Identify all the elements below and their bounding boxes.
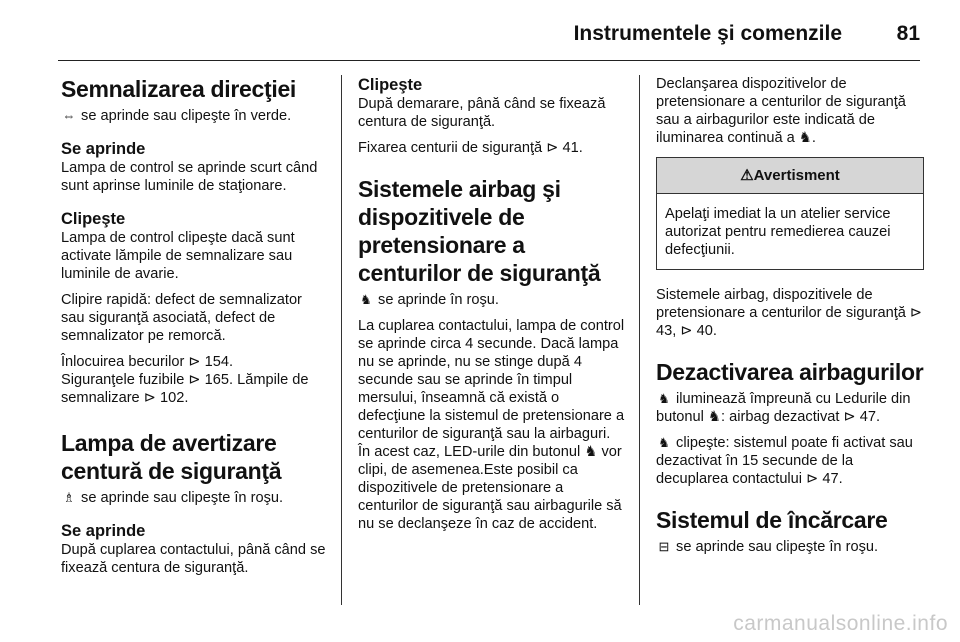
heading-airbag: Sistemele airbag şi dispozitivele de pretensionare a centurilor de siguranţă — [358, 176, 601, 286]
systems-link[interactable]: Sistemele airbag, dispozitivele de pretensionare a centurilor de siguranţă ⊳ 43, ⊳ 40. — [656, 287, 923, 339]
watermark: carmanualsonline.info — [733, 612, 948, 635]
seatbelt-desc: se aprinde sau clipeşte în roşu. — [77, 490, 284, 506]
heading-turn-signal: Semnalizarea direcţiei — [61, 76, 297, 102]
warning-title: ⚠Avertisment — [657, 158, 923, 194]
header-title: Instrumentele şi comenzile — [573, 22, 842, 45]
column-2 — [358, 75, 626, 541]
column-3 — [656, 75, 924, 564]
heading-seatbelt: Lampa de avertizare centură de siguranţă — [61, 430, 282, 484]
bulbs-link[interactable]: Înlocuirea becurilor ⊳ 154. — [61, 354, 234, 370]
warning-box — [656, 157, 924, 270]
airbag-lamp-text — [358, 291, 626, 309]
warning-text: Apelaţi imediat la un atelier service autorizat pentru remedierea cauzei defecţiunii. — [665, 206, 891, 258]
deact2-text — [656, 434, 924, 488]
subheading-blink: Clipeşte — [61, 210, 126, 228]
charging-text — [656, 538, 924, 556]
column-1 — [61, 75, 329, 585]
subheading-on-2: Se aprinde — [61, 522, 146, 540]
fuses-link[interactable]: Siguranţele fuzibile ⊳ 165. Lămpile de semnalizare ⊳ 102. — [61, 372, 309, 406]
airbag-off-icon-2: ♞ — [658, 435, 670, 450]
turn-signal-icon: ⇔ — [62, 108, 76, 123]
subheading-on: Se aprinde — [61, 140, 146, 158]
on-text: Lampa de control se aprinde scurt când sunt aprinse luminile de staţionare. — [61, 160, 318, 194]
airbag-icon: ♞ — [360, 292, 372, 307]
airbag-lamp-desc: se aprinde în roşu. — [374, 292, 499, 308]
airbag-off-icon: ♞ — [658, 391, 670, 406]
turn-signal-desc: se aprinde sau clipeşte în verde. — [77, 108, 292, 124]
deploy-text: Declanşarea dispozitivelor de pretensionare a centurilor de siguranţă sau a airbagurilor este indicată de iluminarea continuă a ♞. — [656, 76, 906, 146]
on2-text: După cuplarea contactului, până când se fixează centura de siguranţă. — [61, 542, 326, 576]
turn-signal-text — [61, 107, 329, 125]
airbag-paragraph: La cuplarea contactului, lampa de control se aprinde circa 4 secunde. Dacă lampa nu se aprinde, nu se stinge după 4 secunde sau se aprinde în timpul mersului, înseamnă că există o defecţiune la sistemul de pretensionare a centurilor de siguranţă sau la airbaguri. În acest caz, LED-urile din butonul ♞ vor clipi, de asemenea.Este posibil ca dispozitivele de pretensionare a centurilor de siguranţă sau airbagurile să nu se declanşeze în caz de accident. — [358, 318, 625, 532]
subheading-blink-2: Clipeşte — [358, 76, 423, 94]
deact-text — [656, 390, 924, 426]
blink-text: Lampa de control clipeşte dacă sunt activate lămpile de semnalizare sau luminile de avarie. — [61, 230, 295, 282]
seatbelt-icon: ♗ — [63, 490, 75, 505]
deact-desc: iluminează împreună cu Ledurile din butonul ♞: airbag dezactivat ⊳ 47. — [656, 391, 911, 425]
header-rule — [58, 60, 920, 61]
charging-desc: se aprinde sau clipeşte în roşu. — [672, 539, 879, 555]
column-divider-1 — [341, 75, 342, 605]
blink2-text: După demarare, până când se fixează centura de siguranţă. — [358, 96, 606, 130]
heading-charging: Sistemul de încărcare — [656, 507, 888, 533]
page-header — [0, 0, 960, 60]
fix-belt-link[interactable]: Fixarea centurii de siguranţă ⊳ 41. — [358, 140, 583, 156]
deact2-desc: clipeşte: sistemul poate fi activat sau dezactivat în 15 secunde de la decuplarea contactului ⊳ 47. — [656, 435, 913, 487]
battery-icon: ⊟ — [658, 539, 670, 554]
seatbelt-text — [61, 489, 329, 507]
fast-blink-text: Clipire rapidă: defect de semnalizator sau siguranţă asociată, defect de semnalizator pe remorcă. — [61, 292, 302, 344]
page-number: 81 — [896, 22, 920, 45]
heading-deactivation: Dezactivarea airbagurilor — [656, 359, 924, 385]
column-divider-2 — [639, 75, 640, 605]
